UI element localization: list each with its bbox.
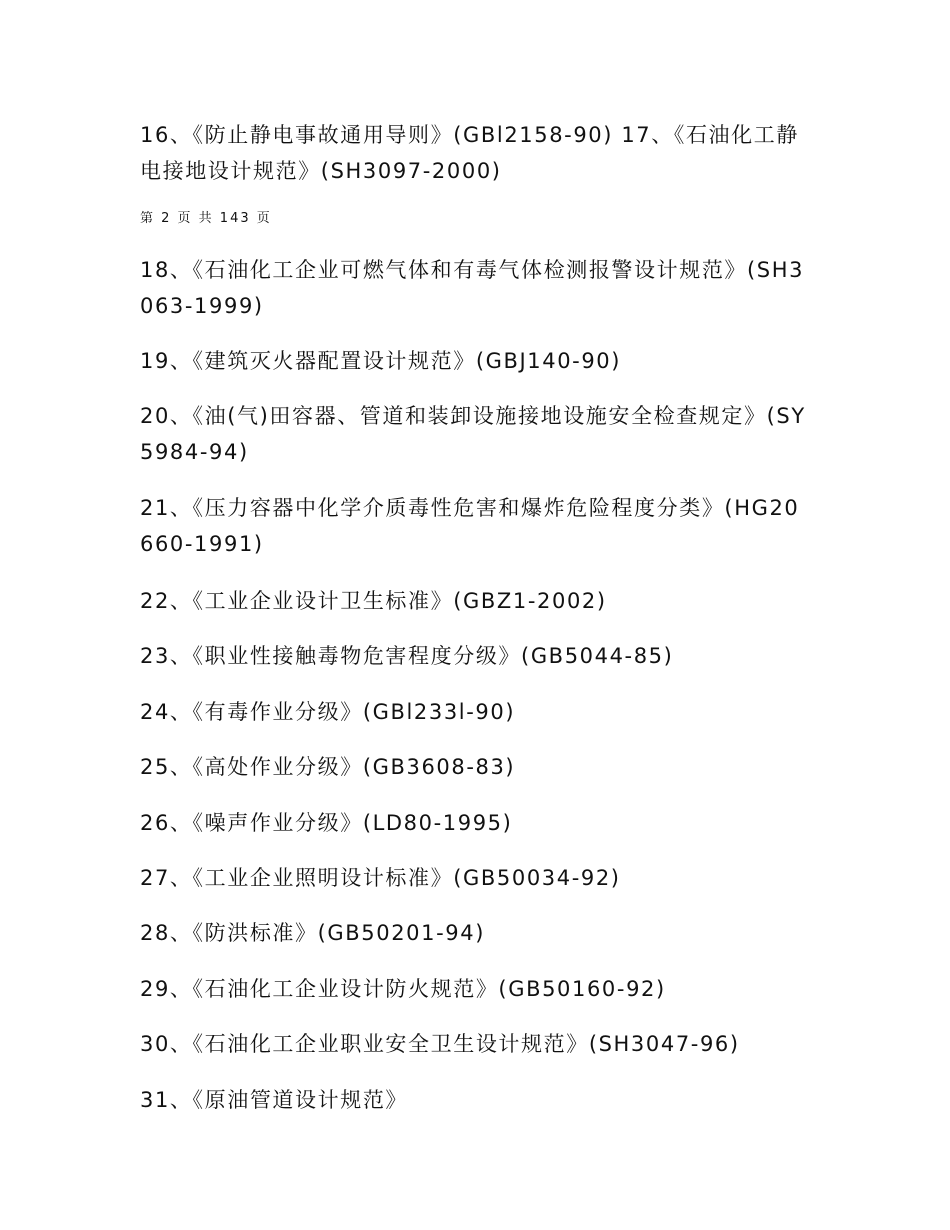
- page-footer: 第 2 页 共 143 页: [140, 211, 272, 226]
- list-item-24: 24、《有毒作业分级》(GBl233l-90): [140, 700, 516, 724]
- list-item-21: 21、《压力容器中化学介质毒性危害和爆炸危险程度分类》(HG20660-1991): [140, 496, 800, 556]
- list-item-26: 26、《噪声作业分级》(LD80-1995): [140, 811, 513, 835]
- list-item-22: 22、《工业企业设计卫生标准》(GBZ1-2002): [140, 589, 607, 613]
- list-item-16-17: 16、《防止静电事故通用导则》(GBl2158-90) 17、《石油化工静电接地设计规范》(SH3097-2000): [140, 123, 799, 183]
- list-item-19: 19、《建筑灭火器配置设计规范》(GBJ140-90): [140, 349, 622, 373]
- list-item-30: 30、《石油化工企业职业安全卫生设计规范》(SH3047-96): [140, 1032, 740, 1056]
- list-item-18: 18、《石油化工企业可燃气体和有毒气体检测报警设计规范》(SH3063-1999): [140, 258, 805, 318]
- list-item-23: 23、《职业性接触毒物危害程度分级》(GB5044-85): [140, 644, 674, 668]
- list-item-25: 25、《高处作业分级》(GB3608-83): [140, 755, 516, 779]
- list-item-31: 31、《原油管道设计规范》: [140, 1088, 409, 1112]
- list-item-28: 28、《防洪标准》(GB50201-94): [140, 921, 485, 945]
- list-item-27: 27、《工业企业照明设计标准》(GB50034-92): [140, 866, 621, 890]
- list-item-29: 29、《石油化工企业设计防火规范》(GB50160-92): [140, 977, 666, 1001]
- list-item-20: 20、《油(气)田容器、管道和装卸设施接地设施安全检查规定》(SY5984-94): [140, 404, 806, 464]
